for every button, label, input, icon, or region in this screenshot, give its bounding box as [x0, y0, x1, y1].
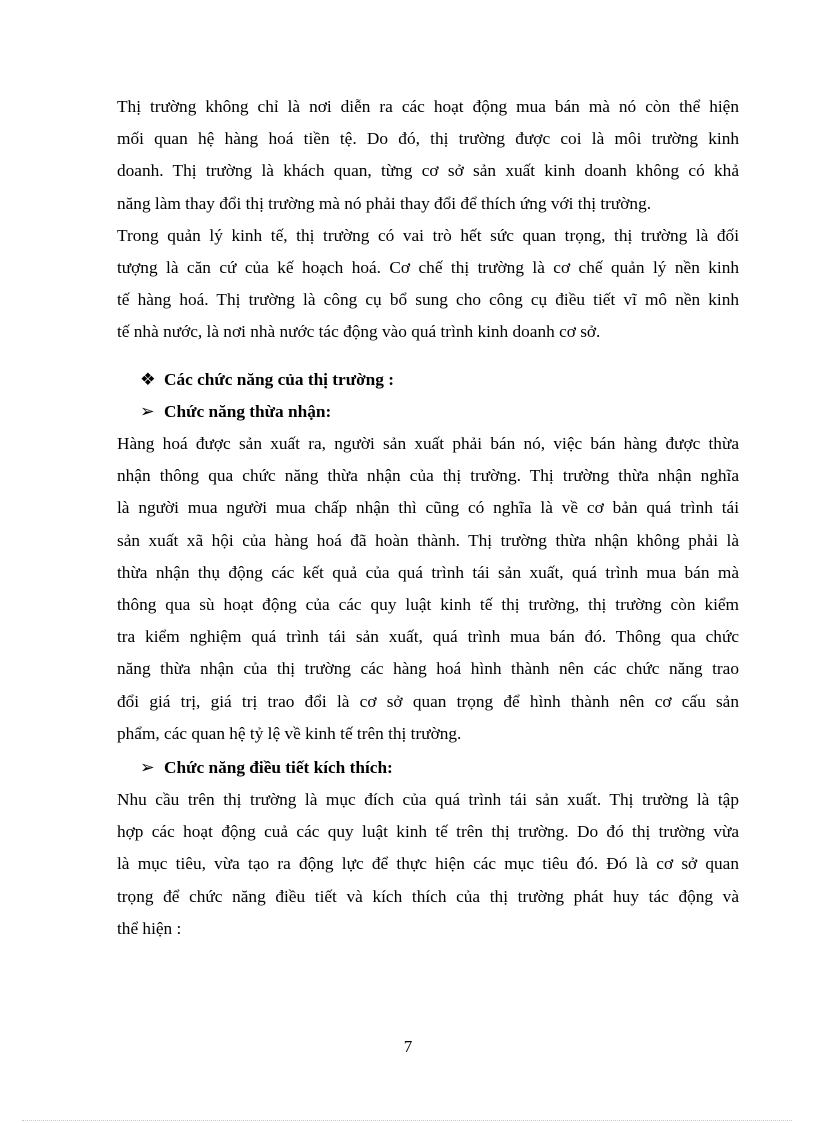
diamond-bullet-icon: ❖ — [140, 370, 156, 389]
paragraph-line: Hàng hoá được sản xuất ra, người sản xuất phải bán nó, việc bán hàng được thừa — [117, 434, 739, 453]
page-number: 7 — [403, 1037, 413, 1056]
arrow-bullet-icon: ➢ — [140, 758, 155, 777]
paragraph-line: nhận thông qua chức năng thừa nhận của thị trường. Thị trường thừa nhận nghĩa — [117, 466, 739, 486]
paragraph-line: trọng để chức năng điều tiết và kích thích của thị trường phát huy tác động và — [117, 886, 739, 906]
paragraph-line: Thị trường không chỉ là nơi diễn ra các hoạt động mua bán mà nó còn thể hiện — [117, 97, 739, 116]
heading-text: Chức năng thừa nhận: — [164, 402, 332, 421]
paragraph-recognition-function — [117, 428, 739, 750]
paragraph-regulation-function — [117, 784, 739, 945]
paragraph-line: thông qua sù hoạt động của các quy luật kinh tế thị trường, thị trường còn kiểm — [117, 594, 739, 614]
paragraph-line: tế hàng hoá. Thị trường là công cụ bổ sung cho công cụ điều tiết vĩ mô nền kinh — [117, 290, 739, 310]
paragraph-line: mối quan hệ hàng hoá tiền tệ. Do đó, thị trường được coi là môi trường kinh — [117, 129, 739, 149]
paragraph-line: tượng là căn cứ của kế hoạch hoá. Cơ chế thị trường là cơ chế quản lý nền kinh — [117, 257, 739, 277]
paragraph-line: doanh. Thị trường là khách quan, từng cơ sở sản xuất kinh doanh không có khả — [117, 161, 739, 181]
paragraph-market-definition — [117, 91, 739, 349]
paragraph-line: thừa nhận thụ động các kết quả của quá trình tái sản xuất, quá trình mua bán mà — [117, 562, 739, 582]
heading-regulation-function — [140, 752, 393, 784]
heading-text: Chức năng điều tiết kích thích: — [164, 758, 393, 777]
paragraph-line: là người mua người mua chấp nhận thì cũng có nghĩa là về cơ bản quá trình tái — [117, 498, 739, 518]
paragraph-line: Nhu cầu trên thị trường là mục đích của quá trình tái sản xuất. Thị trường là tập — [117, 790, 739, 809]
paragraph-line: là mục tiêu, vừa tạo ra động lực để thực hiện các mục tiêu đó. Đó là cơ sở quan — [117, 854, 739, 874]
paragraph-line: sản xuất xã hội của hàng hoá đã hoàn thành. Thị trường thừa nhận không phải là — [117, 530, 739, 550]
page-bottom-divider — [22, 1120, 792, 1121]
paragraph-line: đổi giá trị, giá trị trao đổi là cơ sở quan trọng để hình thành nên cơ cấu sản — [117, 691, 739, 711]
paragraph-line: năng thừa nhận của thị trường các hàng hoá hình thành nên các chức năng trao — [117, 659, 739, 679]
arrow-bullet-icon: ➢ — [140, 402, 155, 421]
paragraph-line: năng làm thay đổi thị trường mà nó phải thay đổi để thích ứng với thị trường. — [117, 193, 652, 213]
paragraph-line: hợp các hoạt động cuả các quy luật kinh tế trên thị trường. Do đó thị trường vừa — [117, 822, 739, 842]
heading-text: Các chức năng của thị trường : — [164, 370, 394, 389]
heading-recognition-function — [140, 396, 331, 428]
paragraph-line: tế nhà nước, là nơi nhà nước tác động vào quá trình kinh doanh cơ sở. — [117, 322, 601, 342]
paragraph-line: Trong quản lý kinh tế, thị trường có vai trò hết sức quan trọng, thị trường là đối — [117, 225, 739, 245]
paragraph-line: thể hiện : — [117, 918, 182, 938]
paragraph-line: tra kiểm nghiệm quá trình tái sản xuất, quá trình mua bán đó. Thông qua chức — [117, 627, 739, 647]
heading-market-functions — [140, 364, 394, 396]
paragraph-line: phẩm, các quan hệ tỷ lệ về kinh tế trên thị trường. — [117, 723, 462, 743]
